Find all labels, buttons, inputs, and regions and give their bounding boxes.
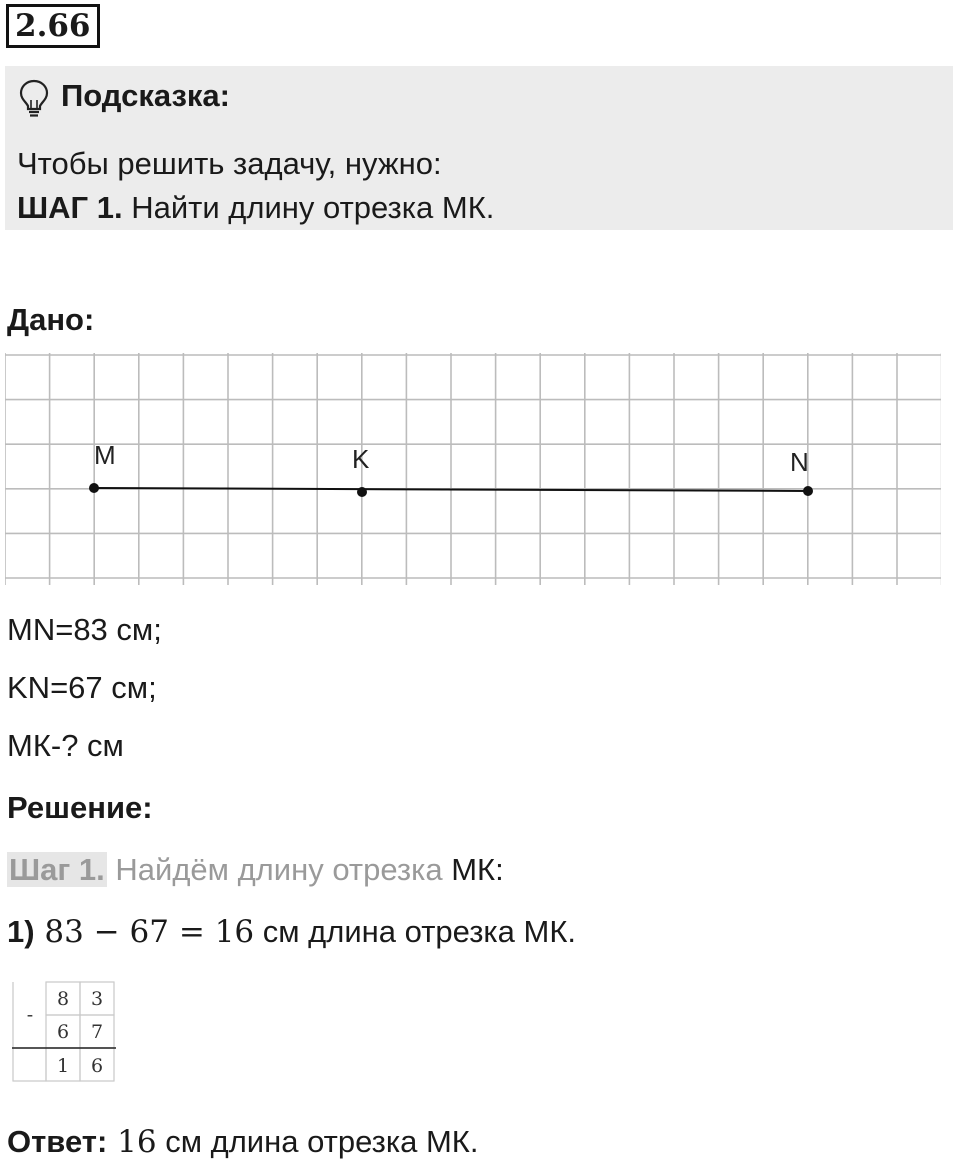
hint-box (5, 66, 953, 230)
calc-text: см длина отрезка МК. (254, 914, 577, 949)
given-mk: МК-? см (7, 728, 124, 763)
calc-expression: 83 − 67 = 16 (34, 914, 255, 950)
point-m (89, 483, 99, 493)
label-k: K (352, 444, 370, 474)
digit-top-1: 8 (56, 988, 70, 1010)
column-subtraction (12, 981, 118, 1083)
step1-text: Найдём длину отрезка (106, 852, 452, 887)
hint-step-label: ШАГ 1. (17, 190, 123, 225)
digit-result-2: 6 (90, 1055, 104, 1077)
digit-top-2: 3 (90, 988, 104, 1010)
given-mn: MN=83 см; (7, 612, 162, 647)
hint-title: Подсказка: (61, 78, 230, 113)
answer (7, 1124, 478, 1160)
hint-step (17, 190, 494, 226)
given-kn: KN=67 см; (7, 670, 157, 705)
solution-title: Решение: (7, 790, 153, 825)
point-k (357, 487, 367, 497)
answer-text: см длина отрезка МК. (156, 1124, 479, 1159)
step1-label: Шаг 1. (9, 852, 105, 887)
calc-number: 1) (7, 914, 35, 949)
segment-figure (5, 353, 941, 585)
hint-intro: Чтобы решить задачу, нужно: (17, 146, 442, 181)
digit-bottom-1: 6 (56, 1021, 70, 1043)
step1-mk: МК: (451, 852, 504, 887)
lightbulb-icon (17, 78, 51, 118)
minus-sign: - (26, 1004, 34, 1026)
solution-step1 (7, 852, 504, 888)
label-n: N (790, 447, 809, 477)
label-m: M (94, 440, 116, 470)
calculation-line (7, 914, 576, 950)
hint-step-text: Найти длину отрезка МК. (122, 190, 495, 225)
digit-result-1: 1 (56, 1055, 70, 1077)
answer-value: 16 (107, 1124, 157, 1160)
task-number: 2.66 (6, 4, 100, 48)
answer-label: Ответ: (7, 1124, 108, 1159)
given-title: Дано: (7, 302, 95, 337)
digit-bottom-2: 7 (90, 1021, 104, 1043)
point-n (803, 486, 813, 496)
